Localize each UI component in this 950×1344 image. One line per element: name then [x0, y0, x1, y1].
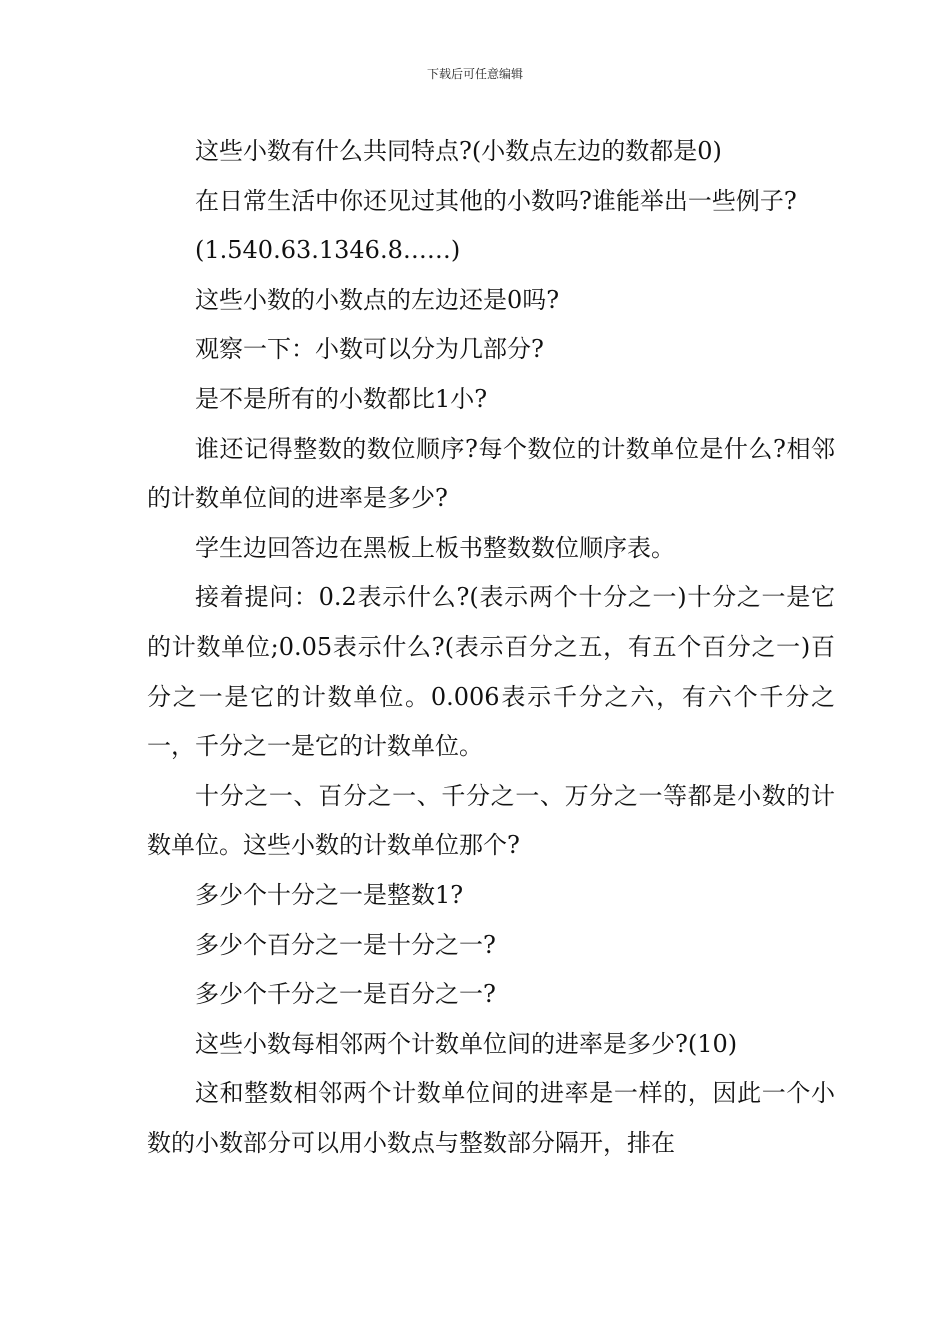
paragraph-13: 多少个千分之一是百分之一?	[195, 980, 496, 1009]
paragraph-15: 这和整数相邻两个计数单位间的进率是一样的，因此一个小数的小数部分可以用小数点与整数部分隔开，排在	[147, 1079, 835, 1157]
document-body	[147, 127, 835, 1168]
paragraph-9: 接着提问：0.2表示什么?(表示两个十分之一)十分之一是它的计数单位;0.05表示什么?(表示百分之五，有五个百分之一)百分之一是它的计数单位。0.006表示千分之六，有六个千分之一，千分之一是它的计数单位。	[147, 583, 835, 761]
paragraph-12: 多少个百分之一是十分之一?	[195, 930, 496, 959]
paragraph-7: 谁还记得整数的数位顺序?每个数位的计数单位是什么?相邻的计数单位间的进率是多少?	[147, 434, 835, 513]
paragraph-2: 在日常生活中你还见过其他的小数吗?谁能举出一些例子?	[195, 186, 797, 215]
page-header: 下载后可任意编辑	[426, 67, 523, 81]
paragraph-3: (1.540.63.1346.8……)	[195, 236, 461, 265]
paragraph-11: 多少个十分之一是整数1?	[195, 880, 464, 909]
paragraph-10: 十分之一、百分之一、千分之一、万分之一等都是小数的计数单位。这些小数的计数单位那个?	[147, 781, 835, 860]
paragraph-14: 这些小数每相邻两个计数单位间的进率是多少?(10)	[195, 1029, 738, 1058]
paragraph-5: 观察一下：小数可以分为几部分?	[195, 335, 544, 364]
paragraph-1: 这些小数有什么共同特点?(小数点左边的数都是0)	[195, 137, 722, 165]
paragraph-4: 这些小数的小数点的左边还是0吗?	[195, 285, 560, 314]
paragraph-8: 学生边回答边在黑板上板书整数数位顺序表。	[195, 533, 675, 562]
paragraph-6: 是不是所有的小数都比1小?	[195, 384, 488, 413]
